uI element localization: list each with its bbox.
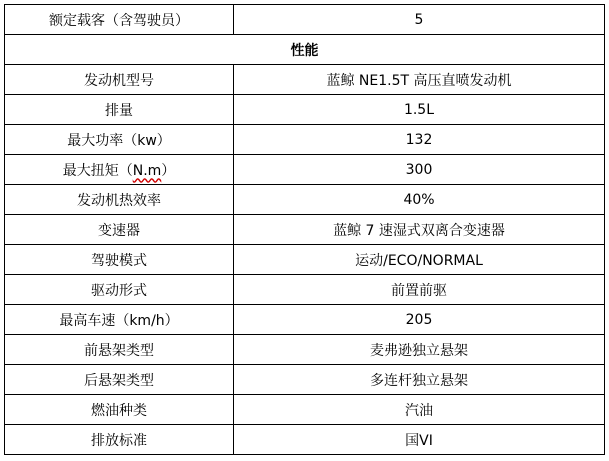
table-row [5,155,605,185]
table-row [5,425,605,455]
table-row [5,95,605,125]
row-value: 前置前驱 [234,275,605,305]
row-label [5,155,234,185]
table-row [5,125,605,155]
row-value: 蓝鲸 NE1.5T 高压直喷发动机 [234,65,605,95]
row-label: 驱动形式 [5,275,234,305]
table-row [5,305,605,335]
table-row [5,5,605,35]
row-value: 300 [234,155,605,185]
row-value: 1.5L [234,95,605,125]
row-value: 132 [234,125,605,155]
table-row [5,215,605,245]
row-value: 运动/ECO/NORMAL [234,245,605,275]
table-row [5,245,605,275]
row-label: 后悬架类型 [5,365,234,395]
section-title: 性能 [5,35,605,65]
row-value: 国VI [234,425,605,455]
row-label: 前悬架类型 [5,335,234,365]
row-label: 发动机热效率 [5,185,234,215]
table-row [5,275,605,305]
row-label-prefix: 最大扭矩（ [62,162,133,179]
table-row [5,395,605,425]
row-value: 40% [234,185,605,215]
spellcheck-marked-unit: N.m [132,162,162,179]
row-label: 变速器 [5,215,234,245]
row-value: 多连杆独立悬架 [234,365,605,395]
table-row [5,65,605,95]
spec-table [4,4,605,455]
row-label: 驾驶模式 [5,245,234,275]
row-value: 蓝鲸 7 速湿式双离合变速器 [234,215,605,245]
row-label: 燃油种类 [5,395,234,425]
row-label-suffix: ） [161,162,176,179]
table-row [5,335,605,365]
row-label: 最高车速（km/h） [5,305,234,335]
row-label: 额定载客（含驾驶员） [5,5,234,35]
row-value: 麦弗逊独立悬架 [234,335,605,365]
row-label: 排放标准 [5,425,234,455]
row-label: 最大功率（kw） [5,125,234,155]
row-value: 汽油 [234,395,605,425]
table-row [5,365,605,395]
table-row [5,185,605,215]
section-header-row [5,35,605,65]
row-label: 发动机型号 [5,65,234,95]
row-label: 排量 [5,95,234,125]
row-value: 5 [234,5,605,35]
row-value: 205 [234,305,605,335]
